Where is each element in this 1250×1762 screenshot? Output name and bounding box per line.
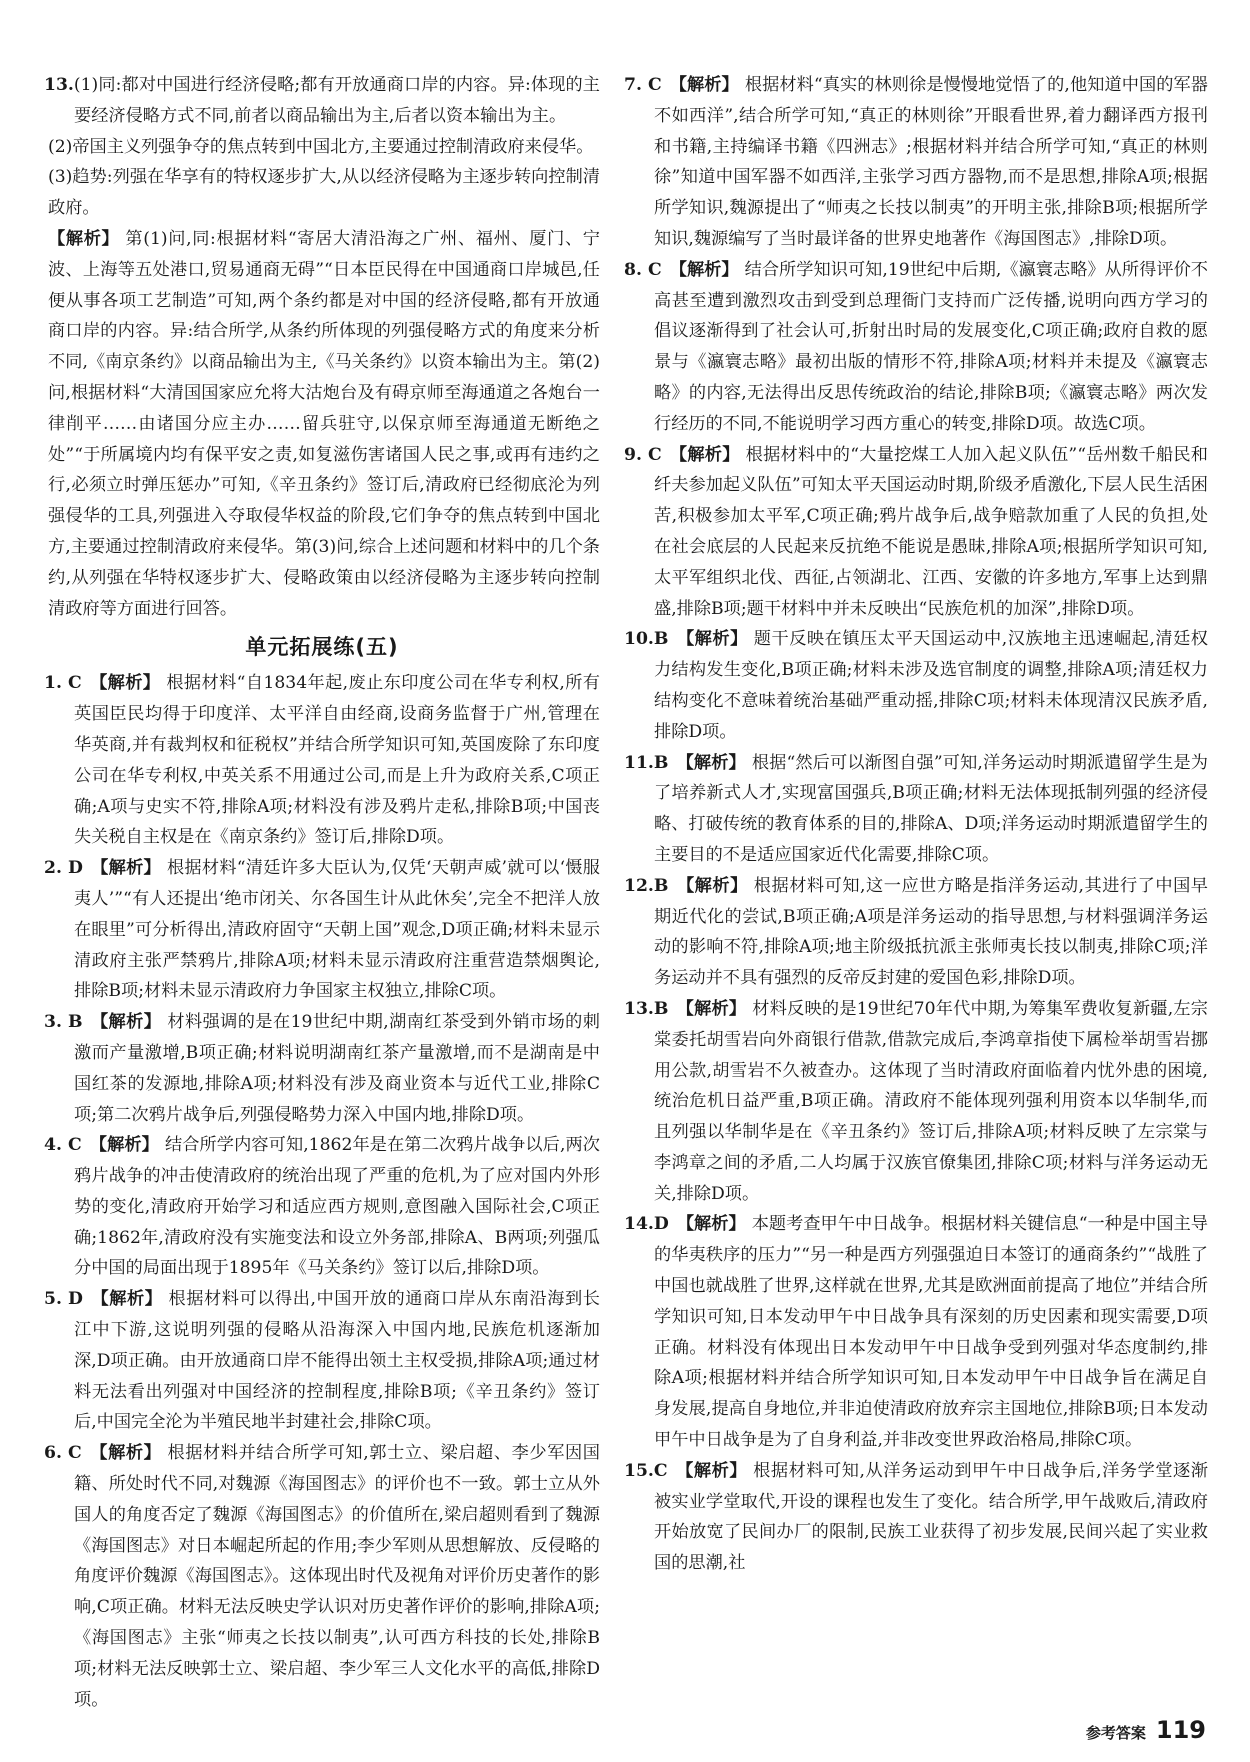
answer-item [624, 624, 1208, 747]
analysis-text: 第(1)问,同:根据材料“寄居大清沿海之广州、福州、厦门、宁波、上海等五处港口,贸易通商无碍”“日本臣民得在中国通商口岸城邑,任便从事各项工艺制造”可知,两个条约都是对中国的经济侵略,都有开放通商口岸的内容。异:结合所学,从条约所体现的列强侵略方式的角度来分析不同,《南京条约》以商品输出为主,《马关条约》以资本输出为主。第(2)问,根据材料“大清国国家应允将大沽炮台及有碍京师至海通道之各炮台一律削平……由诸国分应主办……留兵驻守,以保京师至海通道无断绝之处”“于所属境内均有保平安之责,如复滋伤害诸国人民之事,或再有违约之行,必须立时弹压惩办”可知,《辛丑条约》签订后,清政府已经彻底沦为列强侵华的工具,列强进入夺取侵华权益的阶段,它们争夺的焦点转到中国北方,主要通过控制清政府来侵华。第(3)问,综合上述问题和材料中的几个条约,从列强在华特权逐步扩大、侵略政策由以经济侵略为主逐步转向控制清政府等方面进行回答。 [48, 228, 600, 619]
analysis-tag: 【解析】 [676, 998, 747, 1019]
analysis-tag: 【解析】 [676, 752, 746, 773]
answer-item [624, 70, 1208, 255]
answer-letter: B [653, 998, 669, 1019]
answer-letter: C [68, 1135, 82, 1156]
analysis-tag: 【解析】 [676, 629, 748, 650]
section-title: 单元拓展练(五) [245, 635, 399, 660]
answer-item [44, 70, 600, 132]
answer-item [624, 871, 1208, 994]
item-number: 12. [624, 875, 654, 896]
analysis-tag: 【解析】 [90, 1012, 162, 1033]
page-footer [1086, 1716, 1206, 1744]
answer-letter: C [648, 75, 662, 95]
answer-item [44, 668, 600, 853]
analysis-text: 根据材料中的“大量挖煤工人加入起义队伍”“岳州数千船民和纤夫参加起义队伍”可知太平天国运动时期,阶级矛盾激化,下层人民生活困苦,积极参加太平军,C项正确;鸦片战争后,战争赔款加重了人民的负担,处在社会底层的人民起来反抗绝不能说是愚昧,排除A项;根据所学知识可知,太平军组织北伐、西征,占领湖北、江西、安徽的许多地方,军事上达到鼎盛,排除B项;题干材料中并未反映出“民族危机的加深”,排除D项。 [654, 444, 1208, 619]
answer-letter: C [68, 1443, 82, 1464]
answer-item [624, 255, 1208, 440]
analysis-text: 根据材料“清廷许多大臣认为,仅凭‘天朝声威’就可以‘慑服夷人’”“有人还提出‘绝市闭关、尔各国生计从此休矣’,完全不把洋人放在眼里”可分析得出,清政府固守“天朝上国”观念,D项正确;材料未显示清政府主张严禁鸦片,排除A项;材料未显示清政府注重营造禁烟舆论,排除B项;材料未显示清政府力争国家主权独立,排除C项。 [74, 858, 600, 1002]
analysis-tag: 【解析】 [675, 1460, 748, 1481]
answer-item [44, 1438, 600, 1715]
answer-item [44, 853, 600, 1007]
item-number: 4. [44, 1135, 62, 1156]
answer-text: (1)同:都对中国进行经济侵略;都有开放通商口岸的内容。异:体现的主要经济侵略方式不同,前者以商品输出为主,后者以资本输出为主。 [73, 75, 600, 126]
item-number: 14. [624, 1214, 654, 1235]
item-number: 15. [624, 1460, 654, 1481]
answer-item [624, 1456, 1208, 1579]
item-number: 13. [624, 998, 654, 1019]
analysis-tag: 【解析】 [90, 858, 161, 879]
answer-item [624, 994, 1208, 1210]
analysis-tag: 【解析】 [89, 1135, 159, 1156]
analysis-text: 根据材料并结合所学可知,郭士立、梁启超、李少军因国籍、所处时代不同,对魏源《海国图志》的评价也不一致。郭士立从外国人的角度否定了魏源《海国图志》的价值所在,梁启超则看到了魏源《海国图志》对日本崛起所起的作用;李少军则从思想解放、反侵略的角度评价魏源《海国图志》。这体现出时代及视角对评价历史著作的影响,C项正确。材料无法反映史学认识对历史著作评价的影响,排除A项;《海国图志》主张“师夷之长技以制夷”,认可西方科技的长处,排除B项;材料无法反映郭士立、梁启超、李少军三人文化水平的高低,排除D项。 [74, 1443, 600, 1710]
item-number: 5. [44, 1289, 62, 1310]
analysis-text: 材料强调的是在19世纪中期,湖南红茶受到外销市场的刺激而产量激增,B项正确;材料说明湖南红茶产量激增,而不是湖南是中国红茶的发源地,排除A项;材料没有涉及商业资本与近代工业,排除C项;第二次鸦片战争后,列强侵略势力深入中国内地,排除D项。 [74, 1012, 600, 1125]
answer-letter: B [653, 752, 669, 773]
answer-item [624, 748, 1208, 871]
item-number: 1. [44, 673, 62, 694]
footer-label: 参考答案 [1085, 1724, 1146, 1742]
answer-item [44, 1284, 600, 1438]
item-number: 11. [624, 752, 654, 773]
item-number: 7. [624, 75, 642, 95]
item-number: 10. [624, 629, 654, 650]
analysis-tag: 【解析】 [89, 673, 161, 694]
item-number: 9. [624, 444, 642, 465]
answer-letter: C [648, 259, 662, 280]
answer-letter: D [68, 858, 83, 879]
item-number: 3. [44, 1012, 62, 1033]
answer-block-q13 [44, 70, 600, 624]
answer-letter: B [653, 629, 669, 650]
analysis-tag: 【解析】 [89, 1443, 162, 1464]
answer-item [624, 1209, 1208, 1455]
item-number: 6. [44, 1443, 62, 1464]
analysis-text: 本题考查甲午中日战争。根据材料关键信息“一种是中国主导的华夷秩序的压力”“另一种是西方列强强迫日本签订的通商条约”“战胜了中国也就战胜了世界,这样就在世界,尤其是欧洲面前提高了地位”并结合所学知识可知,日本发动甲午中日战争具有深刻的历史因素和现实需要,D项正确。材料没有体现出日本发动甲午中日战争受到列强对华态度制约,排除A项;根据材料并结合所学知识可知,日本发动甲午中日战争旨在满足自身发展,提高自身地位,并非迫使清政府放弃宗主国地位,排除B项;日本发动甲午中日战争是为了自身利益,并非改变世界政治格局,排除C项。 [654, 1214, 1208, 1451]
analysis-paragraph [44, 224, 600, 624]
analysis-tag: 【解析】 [90, 1289, 163, 1310]
answer-letter: C [648, 444, 662, 465]
answer-item [44, 1130, 600, 1284]
answer-text: (2)帝国主义列强争夺的焦点转到中国北方,主要通过控制清政府来侵华。 [48, 136, 594, 157]
item-number: 8. [624, 259, 642, 280]
answer-item [44, 1007, 600, 1130]
answer-letter: D [653, 1214, 669, 1235]
analysis-tag: 【解析】 [48, 228, 120, 249]
item-number: 2. [44, 858, 62, 879]
answer-text: (3)趋势:列强在华享有的特权逐步扩大,从以经济侵略为主逐步转向控制清政府。 [48, 167, 600, 219]
answer-letter: B [653, 875, 669, 896]
right-column [624, 70, 1208, 1579]
item-number: 13. [44, 75, 74, 95]
analysis-text: 根据材料“自1834年起,废止东印度公司在华专利权,所有英国臣民均得于印度洋、太平洋自由经商,设商务监督于广州,管理在华英商,并有裁判权和征税权”并结合所学知识可知,英国废除了东印度公司在华专利权,中英关系不用通过公司,而是上升为政府关系,C项正确;A项与史实不符,排除A项;材料没有涉及鸦片走私,排除B项;中国丧失关税自主权是在《南京条约》签订后,排除D项。 [74, 673, 600, 848]
analysis-text: 根据材料可知,这一应世方略是指洋务运动,其进行了中国早期近代化的尝试,B项正确;A项是洋务运动的指导思想,与材料强调洋务运动的影响不符,排除A项;地主阶级抵抗派主张师夷长技以制夷,排除C项;洋务运动并不具有强烈的反帝反封建的爱国色彩,排除D项。 [654, 875, 1208, 989]
analysis-text: 结合所学内容可知,1862年是在第二次鸦片战争以后,两次鸦片战争的冲击使清政府的统治出现了严重的危机,为了应对国内外形势的变化,清政府开始学习和适应西方规则,意图融入国际社会,C项正确;1862年,清政府没有实施变法和设立外务部,排除A、B两项;列强瓜分中国的局面出现于1895年《马关条约》签订以后,排除D项。 [74, 1135, 600, 1279]
answer-letter: C [68, 673, 82, 694]
analysis-text: 根据“然后可以渐图自强”可知,洋务运动时期派遣留学生是为了培养新式人才,实现富国强兵,B项正确;材料无法体现抵制列强的经济侵略、打破传统的教育体系的目的,排除A、D项;洋务运动时期派遣留学生的主要目的不是适应国家近代化需要,排除C项。 [654, 752, 1208, 865]
page-number: 119 [1155, 1716, 1206, 1744]
left-column [44, 70, 600, 1715]
answer-letter: D [68, 1289, 83, 1310]
analysis-tag: 【解析】 [669, 75, 739, 95]
analysis-text: 根据材料“真实的林则徐是慢慢地觉悟了的,他知道中国的军器不如西洋”,结合所学可知,“真正的林则徐”开眼看世界,着力翻译西方报刊和书籍,主持编译书籍《四洲志》;根据材料并结合所学可知,“真正的林则徐”知道中国军器不如西洋,主张学习西方器物,而不是思想,排除A项;根据所学知识,魏源提出了“师夷之长技以制夷”的开明主张,排除B项;根据所学知识,魏源编写了当时最详备的世界史地著作《海国图志》,排除D项。 [654, 75, 1208, 249]
analysis-text: 根据材料可知,从洋务运动到甲午中日战争后,洋务学堂逐渐被实业学堂取代,开设的课程也发生了变化。结合所学,甲午战败后,清政府开始放宽了民间办厂的限制,民族工业获得了初步发展,民间兴起了实业救国的思潮,社 [654, 1460, 1208, 1574]
analysis-text: 题干反映在镇压太平天国运动中,汉族地主迅速崛起,清廷权力结构发生变化,B项正确;材料未涉及选官制度的调整,排除A项;清廷权力结构变化不意味着统治基础严重动摇,排除C项;材料未体现清汉民族矛盾,排除D项。 [654, 629, 1208, 742]
analysis-text: 结合所学知识可知,19世纪中后期,《瀛寰志略》从所得评价不高甚至遭到激烈攻击到受到总理衙门支持而广泛传播,说明向西方学习的倡议逐渐得到了社会认可,折射出时局的发展变化,C项正确;政府自救的愿景与《瀛寰志略》最初出版的情形不符,排除A项;材料并未提及《瀛寰志略》的内容,无法得出反思传统政治的结论,排除B项;《瀛寰志略》两次发行经历的不同,不能说明学习西方重心的转变,排除D项。故选C项。 [654, 259, 1208, 434]
answer-item [624, 440, 1208, 625]
answer-letter: B [68, 1012, 83, 1033]
analysis-tag: 【解析】 [669, 259, 739, 280]
analysis-tag: 【解析】 [669, 444, 740, 465]
answer-letter: C [653, 1460, 668, 1481]
analysis-text: 根据材料可以得出,中国开放的通商口岸从东南沿海到长江中下游,这说明列强的侵略从沿海深入中国内地,民族危机逐渐加深,D项正确。由开放通商口岸不能得出领土主权受损,排除A项;通过材料无法看出列强对中国经济的控制程度,排除B项;《辛丑条约》签订后,中国完全沦为半殖民地半封建社会,排除C项。 [74, 1289, 600, 1433]
analysis-tag: 【解析】 [676, 875, 748, 896]
analysis-text: 材料反映的是19世纪70年代中期,为筹集军费收复新疆,左宗棠委托胡雪岩向外商银行借款,借款完成后,李鸿章指使下属检举胡雪岩挪用公款,胡雪岩不久被查办。这体现了当时清政府面临着内忧外患的困境,统治危机日益严重,B项正确。清政府不能体现列强利用资本以华制华,而且列强以华制华是在《辛丑条约》签订后,排除A项;材料反映了左宗棠与李鸿章之间的矛盾,二人均属于汉族官僚集团,排除C项;材料与洋务运动无关,排除D项。 [654, 998, 1208, 1204]
analysis-tag: 【解析】 [676, 1214, 746, 1235]
